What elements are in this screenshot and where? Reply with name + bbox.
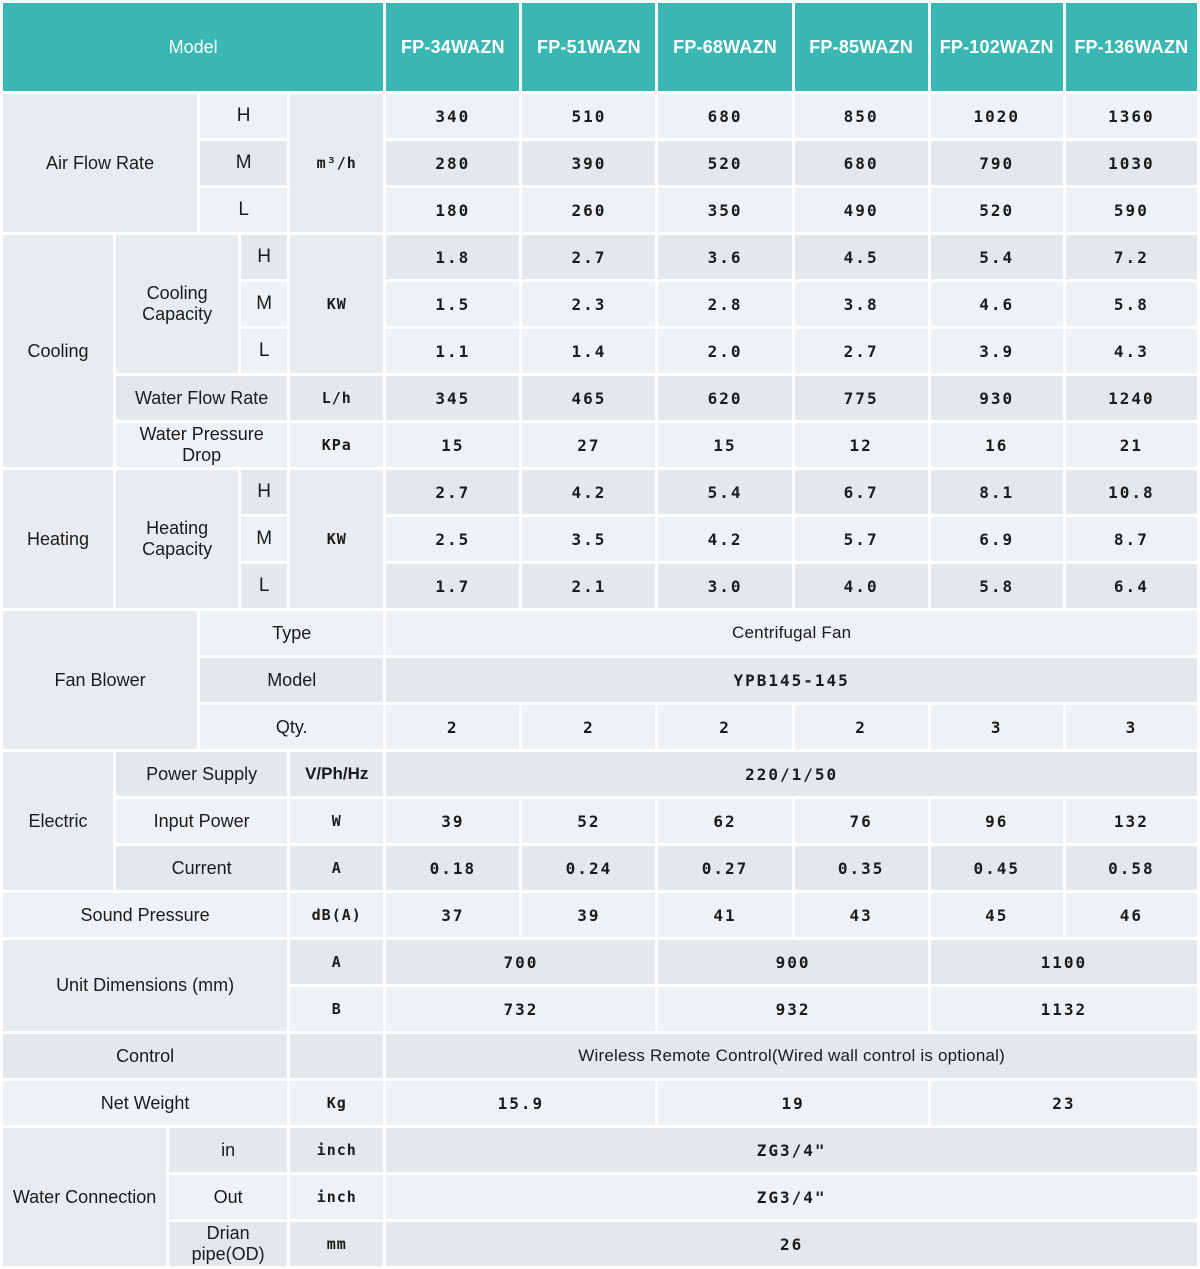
value-cell: 5.8 <box>931 564 1063 608</box>
air-flow-h-row <box>3 94 1197 138</box>
value-cell: 4.2 <box>658 517 791 561</box>
value-cell: 41 <box>658 893 791 937</box>
value-cell: 350 <box>658 188 791 232</box>
value-cell: 2 <box>522 705 655 749</box>
dimension-a-unit: A <box>290 940 383 984</box>
value-cell: 6.4 <box>1066 564 1197 608</box>
value-cell: 345 <box>386 376 519 420</box>
unit-cell: inch <box>290 1128 383 1172</box>
drain-pipe-label: Drian pipe(OD) <box>169 1222 287 1266</box>
value-cell: 4.2 <box>522 470 655 514</box>
value-cell: 2.3 <box>522 282 655 326</box>
value-cell: 0.58 <box>1066 846 1197 890</box>
value-cell: 39 <box>522 893 655 937</box>
value-cell: 465 <box>522 376 655 420</box>
value-cell: 1.4 <box>522 329 655 373</box>
value-cell: 1030 <box>1066 141 1197 185</box>
value-cell: 4.6 <box>931 282 1063 326</box>
value-cell: 3.8 <box>795 282 928 326</box>
control-label: Control <box>3 1034 287 1078</box>
unit-dimensions-label: Unit Dimensions (mm) <box>3 940 287 1031</box>
drain-pipe-row <box>3 1222 1197 1266</box>
water-out-label: Out <box>169 1175 287 1219</box>
value-cell: 39 <box>386 799 519 843</box>
value-cell: 5.8 <box>1066 282 1197 326</box>
level-cell: L <box>241 564 287 608</box>
value-cell: 2.7 <box>386 470 519 514</box>
value-cell: 180 <box>386 188 519 232</box>
value-cell: 0.24 <box>522 846 655 890</box>
value-cell: 3.9 <box>931 329 1063 373</box>
level-cell: L <box>200 188 287 232</box>
value-cell: 3 <box>1066 705 1197 749</box>
value-cell: 2.7 <box>522 235 655 279</box>
value-cell: 2.1 <box>522 564 655 608</box>
water-connection-section-label: Water Connection <box>3 1128 166 1266</box>
fan-type-label: Type <box>200 611 383 655</box>
value-cell: 6.9 <box>931 517 1063 561</box>
value-cell: 4.5 <box>795 235 928 279</box>
cooling-capacity-h-row <box>3 235 1197 279</box>
level-cell: M <box>200 141 287 185</box>
model-column-header: FP-68WAZN <box>658 3 791 91</box>
unit-cell: W <box>290 799 383 843</box>
model-column-header: FP-85WAZN <box>795 3 928 91</box>
fan-qty-label: Qty. <box>200 705 383 749</box>
model-column-header: FP-34WAZN <box>386 3 519 91</box>
value-cell: 2.0 <box>658 329 791 373</box>
value-cell: 45 <box>931 893 1063 937</box>
value-cell: 2 <box>386 705 519 749</box>
level-cell: H <box>241 235 287 279</box>
value-cell: 27 <box>522 423 655 467</box>
unit-cell: KW <box>290 235 383 373</box>
electric-section-label: Electric <box>3 752 113 890</box>
water-pressure-drop-label: Water Pressure Drop <box>116 423 287 467</box>
value-cell: 510 <box>522 94 655 138</box>
value-cell: 3.6 <box>658 235 791 279</box>
water-out-row <box>3 1175 1197 1219</box>
value-cell: 680 <box>658 94 791 138</box>
value-cell: 520 <box>931 188 1063 232</box>
fan-type-value: Centrifugal Fan <box>386 611 1197 655</box>
value-cell: 1360 <box>1066 94 1197 138</box>
value-cell: 3 <box>931 705 1063 749</box>
water-flow-rate-row <box>3 376 1197 420</box>
value-cell: 0.27 <box>658 846 791 890</box>
model-column-header: FP-136WAZN <box>1066 3 1197 91</box>
value-cell: 37 <box>386 893 519 937</box>
value-cell: 96 <box>931 799 1063 843</box>
water-in-row <box>3 1128 1197 1172</box>
water-in-value: ZG3/4" <box>386 1128 1197 1172</box>
value-cell: 2.8 <box>658 282 791 326</box>
value-cell: 10.8 <box>1066 470 1197 514</box>
level-cell: H <box>200 94 287 138</box>
water-pressure-drop-row <box>3 423 1197 467</box>
power-supply-row <box>3 752 1197 796</box>
cooling-section-label: Cooling <box>3 235 113 467</box>
unit-cell: m³/h <box>290 94 383 232</box>
value-cell: 732 <box>386 987 655 1031</box>
level-cell: L <box>241 329 287 373</box>
power-supply-value: 220/1/50 <box>386 752 1197 796</box>
value-cell: 3.0 <box>658 564 791 608</box>
net-weight-row <box>3 1081 1197 1125</box>
value-cell: 21 <box>1066 423 1197 467</box>
cooling-capacity-label: Cooling Capacity <box>116 235 238 373</box>
value-cell: 3.5 <box>522 517 655 561</box>
value-cell: 5.4 <box>658 470 791 514</box>
value-cell: 1.8 <box>386 235 519 279</box>
value-cell: 43 <box>795 893 928 937</box>
value-cell: 1.5 <box>386 282 519 326</box>
value-cell: 520 <box>658 141 791 185</box>
control-value: Wireless Remote Control(Wired wall control is optional) <box>386 1034 1197 1078</box>
value-cell: 775 <box>795 376 928 420</box>
value-cell: 680 <box>795 141 928 185</box>
value-cell: 12 <box>795 423 928 467</box>
unit-cell: KPa <box>290 423 383 467</box>
value-cell: 2 <box>795 705 928 749</box>
value-cell: 700 <box>386 940 655 984</box>
value-cell: 620 <box>658 376 791 420</box>
value-cell: 2.7 <box>795 329 928 373</box>
value-cell: 8.7 <box>1066 517 1197 561</box>
value-cell: 76 <box>795 799 928 843</box>
value-cell: 1.7 <box>386 564 519 608</box>
value-cell: 7.2 <box>1066 235 1197 279</box>
value-cell: 390 <box>522 141 655 185</box>
value-cell: 1.1 <box>386 329 519 373</box>
value-cell: 790 <box>931 141 1063 185</box>
unit-cell: L/h <box>290 376 383 420</box>
net-weight-label: Net Weight <box>3 1081 287 1125</box>
unit-cell: A <box>290 846 383 890</box>
value-cell: 1100 <box>931 940 1197 984</box>
value-cell: 6.7 <box>795 470 928 514</box>
value-cell: 932 <box>658 987 927 1031</box>
empty-unit-cell <box>290 1034 383 1078</box>
water-in-label: in <box>169 1128 287 1172</box>
dimension-a-row <box>3 940 1197 984</box>
value-cell: 46 <box>1066 893 1197 937</box>
value-cell: 900 <box>658 940 927 984</box>
value-cell: 1132 <box>931 987 1197 1031</box>
value-cell: 23 <box>931 1081 1197 1125</box>
value-cell: 280 <box>386 141 519 185</box>
model-column-header: FP-51WAZN <box>522 3 655 91</box>
control-row <box>3 1034 1197 1078</box>
fan-model-label: Model <box>200 658 383 702</box>
sound-pressure-row <box>3 893 1197 937</box>
value-cell: 8.1 <box>931 470 1063 514</box>
water-flow-rate-label: Water Flow Rate <box>116 376 287 420</box>
model-header-cell: Model <box>3 3 383 91</box>
value-cell: 930 <box>931 376 1063 420</box>
value-cell: 340 <box>386 94 519 138</box>
value-cell: 0.45 <box>931 846 1063 890</box>
unit-cell: dB(A) <box>290 893 383 937</box>
value-cell: 5.7 <box>795 517 928 561</box>
value-cell: 15 <box>658 423 791 467</box>
value-cell: 2 <box>658 705 791 749</box>
level-cell: M <box>241 517 287 561</box>
value-cell: 490 <box>795 188 928 232</box>
value-cell: 2.5 <box>386 517 519 561</box>
value-cell: 5.4 <box>931 235 1063 279</box>
power-supply-label: Power Supply <box>116 752 287 796</box>
value-cell: 132 <box>1066 799 1197 843</box>
value-cell: 52 <box>522 799 655 843</box>
value-cell: 16 <box>931 423 1063 467</box>
value-cell: 4.0 <box>795 564 928 608</box>
dimension-b-unit: B <box>290 987 383 1031</box>
current-label: Current <box>116 846 287 890</box>
level-cell: M <box>241 282 287 326</box>
value-cell: 850 <box>795 94 928 138</box>
unit-cell: V/Ph/Hz <box>290 752 383 796</box>
value-cell: 15.9 <box>386 1081 655 1125</box>
value-cell: 0.18 <box>386 846 519 890</box>
heating-section-label: Heating <box>3 470 113 608</box>
heating-capacity-h-row <box>3 470 1197 514</box>
value-cell: 62 <box>658 799 791 843</box>
fan-blower-section-label: Fan Blower <box>3 611 197 749</box>
input-power-row <box>3 799 1197 843</box>
sound-pressure-label: Sound Pressure <box>3 893 287 937</box>
heating-capacity-label: Heating Capacity <box>116 470 238 608</box>
value-cell: 1020 <box>931 94 1063 138</box>
current-row <box>3 846 1197 890</box>
value-cell: 590 <box>1066 188 1197 232</box>
model-column-header: FP-102WAZN <box>931 3 1063 91</box>
fan-type-row <box>3 611 1197 655</box>
input-power-label: Input Power <box>116 799 287 843</box>
unit-cell: mm <box>290 1222 383 1266</box>
value-cell: 19 <box>658 1081 927 1125</box>
air-flow-label: Air Flow Rate <box>3 94 197 232</box>
level-cell: H <box>241 470 287 514</box>
unit-cell: inch <box>290 1175 383 1219</box>
unit-cell: Kg <box>290 1081 383 1125</box>
value-cell: 260 <box>522 188 655 232</box>
value-cell: 1240 <box>1066 376 1197 420</box>
value-cell: 4.3 <box>1066 329 1197 373</box>
fan-model-value: YPB145-145 <box>386 658 1197 702</box>
value-cell: 0.35 <box>795 846 928 890</box>
water-out-value: ZG3/4" <box>386 1175 1197 1219</box>
value-cell: 15 <box>386 423 519 467</box>
unit-cell: KW <box>290 470 383 608</box>
header-row <box>3 3 1197 91</box>
drain-pipe-value: 26 <box>386 1222 1197 1266</box>
